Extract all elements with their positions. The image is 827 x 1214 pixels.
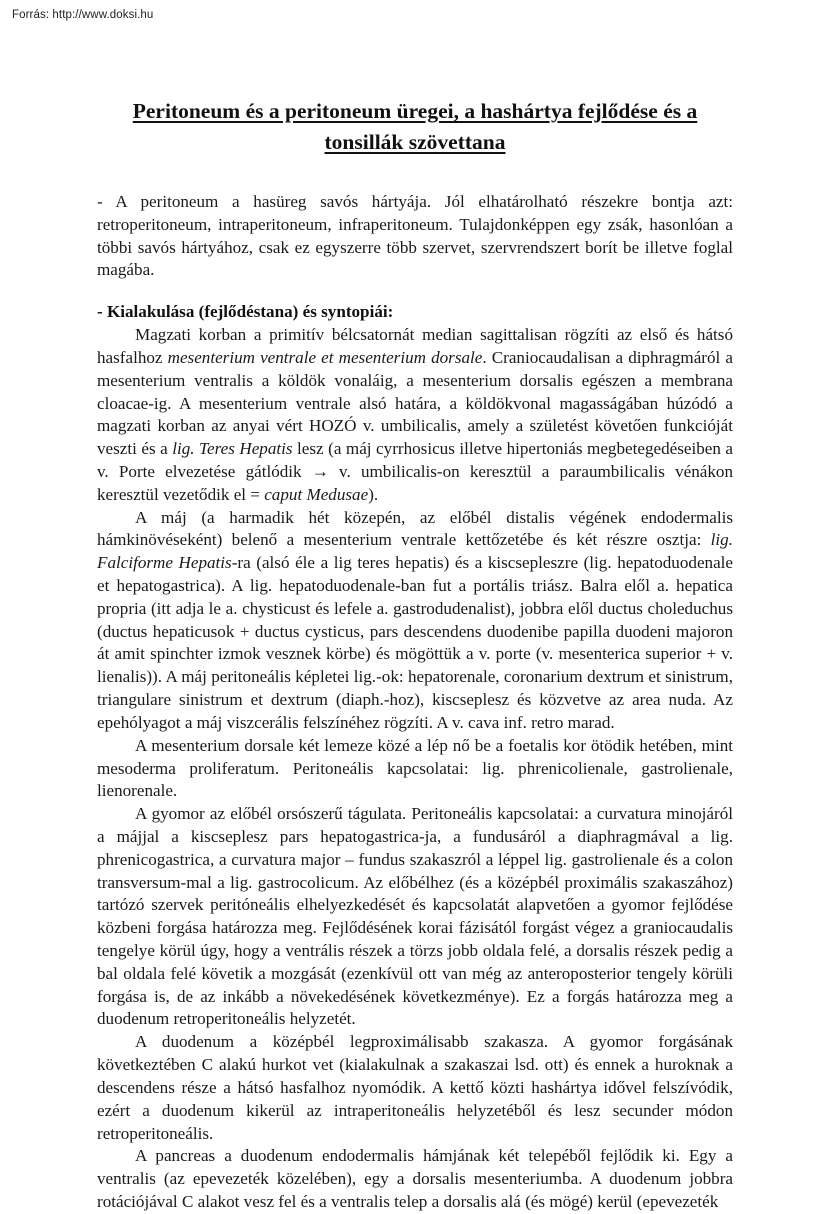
paragraph-liver <box>97 507 733 735</box>
latin-term-falciforme-hepatis: lig. Falciforme Hepatis <box>97 530 733 573</box>
latin-term-teres-hepatis: lig. Teres Hepatis <box>172 439 293 459</box>
text-run: lesz (a máj cyrrhosicus illetve hipertoniás megbetegedéseiben a v. Porte elvezetése gátlódik → v. umbilicalis-on keresztül a paraumbilicalis vénákon keresztül vezetődik el = <box>97 439 733 504</box>
latin-term-mesenterium: mesenterium ventrale et mesenterium dorsale <box>167 347 483 367</box>
text-run: ). <box>368 484 379 504</box>
paragraph-development-1 <box>97 324 733 507</box>
text-run: . Craniocaudalisan a diphragmáról a mesenterium ventralis a köldök vonaláig, a mesenterium dorsalis egészen a membrana cloacae-ig. A mesenterium ventrale alsó határa, a köldökvonal magasságában húzódó a magzati korban az anyai vért HOZÓ v. umbilicalis, amely a születést követően funkcióját veszti és a <box>97 347 733 459</box>
paragraph-pancreas: A pancreas a duodenum endodermalis hámjának két telepéből fejlődik ki. Egy a ventralis (az epevezeték közelében), egy a dorsalis mesenteriumba. A duodenum jobbra rotációjával C alakot vesz fel és a ventralis telep a dorsalis alá (és mögé) kerül (epevezeték <box>97 1146 733 1211</box>
text-run: Magzati korban a primitív bélcsatornát median sagittalisan rögzíti az első és hátsó hasfalhoz <box>97 325 733 367</box>
paragraph-stomach: A gyomor az előbél orsószerű tágulata. Peritoneális kapcsolatai: a curvatura minojáról a májjal a kiscseplesz pars hepatogastrica-ja, a fundusáról a diaphragmával a lig. phrenicogastrica, a curvatura major – fundus szakaszról a léppel lig. gastrolienale és a colon transversum-mal a lig. gastrocolicum. Az előbélhez (és a középbél proximális szakaszához) tartózó szervek peritóneális elhelyezkedését és kapcsolatát alapvetően a gyomor fejlődése közbeni forgása határozza meg. Fejlődésének korai fázisától forgást végez a graniocaudalis tengelye körül úgy, hogy a ventrális részek a törzs jobb oldala felé, a dorsalis részek pedig a bal oldala felé követik a mozgását (ezenkívül ott van még az anteroposterior tengely körüli forgása is, de az inkább a növekedésének következménye). Ez a forgás határozza meg a duodenum retroperitoneális helyzetét. <box>97 804 733 1029</box>
source-url-header: Forrás: http://www.doksi.hu <box>12 9 154 21</box>
text-run: A máj (a harmadik hét közepén, az előbél distalis végének endodermalis hámkinövéseként) belenő a mesenterium ventrale kettőzetébe és két részre osztja: <box>97 507 733 550</box>
page-title-line-1: Peritoneum és a peritoneum üregei, a hashártya fejlődése és a <box>132 99 698 123</box>
paragraph-intro: - A peritoneum a hasüreg savós hártyája. Jól elhatárolható részekre bontja azt: retroperitoneum, intraperitoneum, infraperitoneum. Tulajdonképpen egy zsák, hasonlóan a többi savós hártyához, csak ez egyszerre több szervet, szervrendszert borít be illetve foglal magába. <box>97 192 733 280</box>
paragraph-duodenum: A duodenum a középbél legproximálisabb szakasza. A gyomor forgásának következtében C alakú hurkot vet (kialakulnak a szakaszai lsd. ott) és ennek a huroknak a descendens része a hátsó hasfalhoz nyomódik. A kettő közti hashártya idővel felszívódik, ezért a duodenum kikerül az intraperitoneális helyzetéből és lesz secunder módon retroperitoneális. <box>97 1032 733 1143</box>
document-body <box>97 96 733 1214</box>
text-run: -ra (alsó éle a lig teres hepatis) és a kiscsepleszre (lig. hepatoduodenale et hepatogastrica). A lig. hepatoduodenale-ban fut a portális triász. Balra elől a. hepatica propria (itt adja le a. chysticust és lefele a. gastrodudenalist), jobbra elől ductus choleduchus (ductus hepaticusok + ductus cysticus, pars descendens duodenibe papilla duodeni majoron át amit spinchter izmok vesznek körbe) és mögöttük a v. porte (v. mesenterica superior + v. lienalis)). A máj peritoneális képletei lig.-ok: hepatorenale, coronarium dextrum et sinistrum, triangulare sinistrum et dextrum (diaph.-hoz), kiscseplesz és közvetve az area nuda. Az epehólyagot a máj viszcerális felszínéhez rögzíti. A v. cava inf. retro marad. <box>97 553 734 732</box>
page-title-line-2: tonsillák szövettana <box>324 129 506 154</box>
paragraph-spleen: A mesenterium dorsale két lemeze közé a lép nő be a foetalis kor ötödik hetében, mint mesoderma proliferatum. Peritoneális kapcsolatai: lig. phrenicolienale, gastrolienale, lienorenale. <box>97 735 733 801</box>
page-title <box>97 96 733 157</box>
section-heading-kialakulasa: - Kialakulása (fejlődéstana) és syntopiái: <box>97 302 394 322</box>
latin-term-caput-medusae: caput Medusae <box>264 484 369 504</box>
